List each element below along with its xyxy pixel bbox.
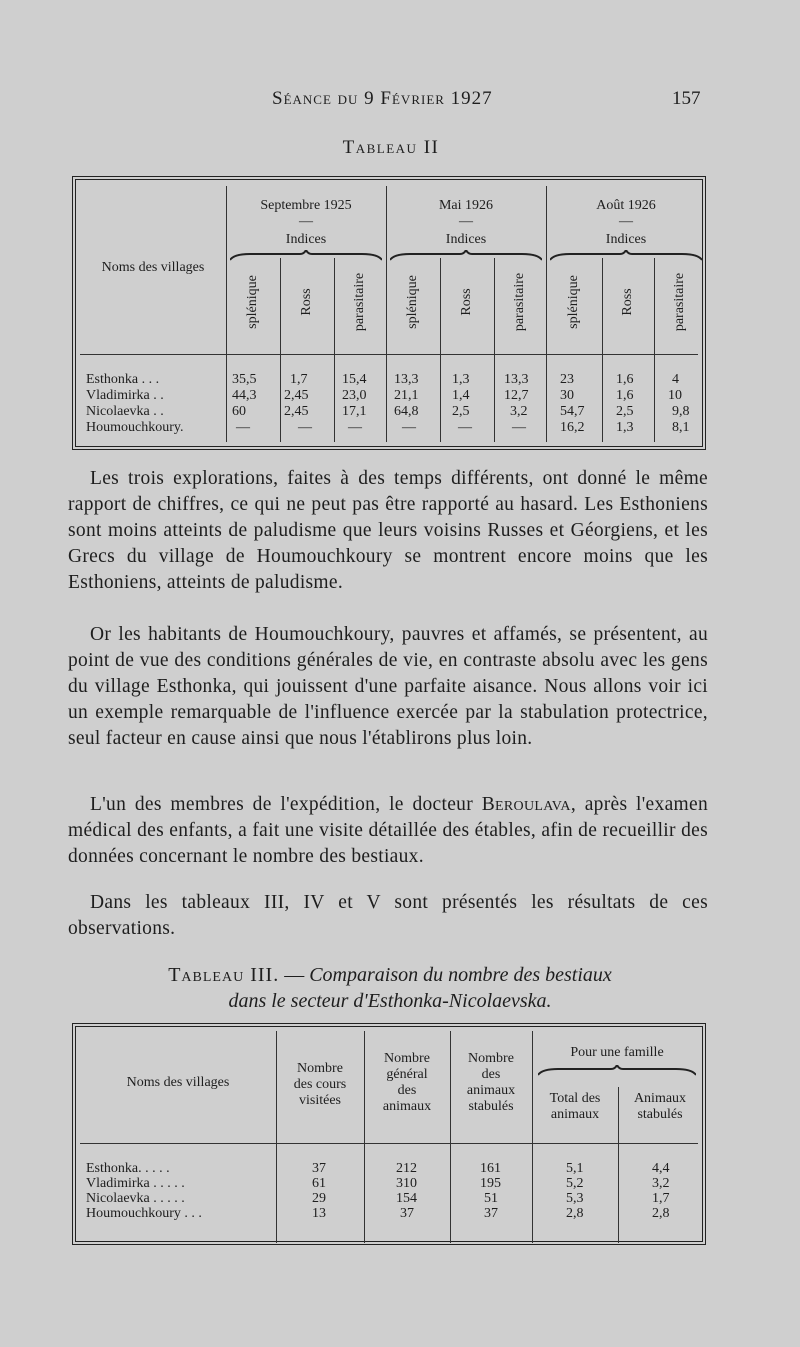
table2-cell: 1,3 <box>452 372 470 387</box>
table3-header-stabules: animaux <box>466 1083 516 1098</box>
table2-header-rule <box>80 354 698 355</box>
table3-header-total: animaux <box>550 1107 600 1122</box>
table2-cell: 16,2 <box>560 420 585 435</box>
table2-village-name: Vladimirka . . <box>86 388 164 403</box>
table2-row <box>76 404 702 420</box>
table3-cell: 4,4 <box>652 1161 670 1176</box>
table2-cell: — <box>458 420 472 435</box>
table3-caption-dash: — <box>279 964 310 986</box>
table2-cell: 13,3 <box>504 372 529 387</box>
table3-cell: 5,1 <box>566 1161 584 1176</box>
table2-cell: — <box>236 420 250 435</box>
table2-subcol-ross: Ross <box>299 288 314 316</box>
table3-cell: 61 <box>312 1176 326 1191</box>
table2-cell: 35,5 <box>232 372 257 387</box>
table3-cell: 37 <box>400 1206 414 1221</box>
paragraph-4 <box>68 890 708 942</box>
table2-village-name: Nicolaevka . . <box>86 404 164 419</box>
paragraph-3-text-b: , après l'examen médical des enfants, a fait une visite détaillée des étables, afin de recueillir des données concernant le nombre des bestiaux. <box>68 794 708 867</box>
table3-header-total: Total des <box>549 1091 601 1106</box>
paragraph-4-text: Dans les tableaux III, IV et V sont présentés les résultats de ces observations. <box>68 892 708 939</box>
table3-cell: 29 <box>312 1191 326 1206</box>
table2-cell: 2,5 <box>616 404 634 419</box>
table2-cell: 44,3 <box>232 388 257 403</box>
table3-cell: 5,3 <box>566 1191 584 1206</box>
table2-cell: 17,1 <box>342 404 367 419</box>
table2-cell: 4 <box>672 372 679 387</box>
table2-cell: 30 <box>560 388 574 403</box>
table3-caption-line2: dans le secteur d'Esthonka-Nicolaevska. <box>228 990 552 1012</box>
table3-caption-label: Tableau III. <box>168 964 280 986</box>
table3-cell: 212 <box>396 1161 417 1176</box>
table3-village-name: Vladimirka . . . . . <box>86 1176 185 1191</box>
table2-group-period: Septembre 1925 <box>260 198 352 213</box>
table2-cell: 54,7 <box>560 404 585 419</box>
table2-group-dash: — <box>619 214 633 229</box>
table3-cell: 154 <box>396 1191 417 1206</box>
table2-cell: — <box>402 420 416 435</box>
table2-cell: — <box>348 420 362 435</box>
table3-header-famille: Pour une famille <box>570 1045 664 1060</box>
table3-cell: 51 <box>484 1191 498 1206</box>
table2-group-dash: — <box>299 214 313 229</box>
table3-cell: 37 <box>312 1161 326 1176</box>
table2-village-name: Esthonka . . . <box>86 372 160 387</box>
table2-cell: 21,1 <box>394 388 419 403</box>
table3-village-name: Nicolaevka . . . . . <box>86 1191 185 1206</box>
table3-cell: 13 <box>312 1206 326 1221</box>
table2-row <box>76 388 702 404</box>
table3-row <box>76 1161 702 1176</box>
table3-cell: 195 <box>480 1176 501 1191</box>
table3-header-general: Nombre <box>384 1051 430 1066</box>
table2-cell: 60 <box>232 404 246 419</box>
paragraph-2 <box>68 622 708 752</box>
table2-cell: 8,1 <box>672 420 690 435</box>
table2-group-indices: Indices <box>445 232 487 247</box>
table3-header-general: animaux <box>382 1099 432 1114</box>
table3-header-cours: visitées <box>299 1093 341 1108</box>
table2-cell: 3,2 <box>510 404 528 419</box>
table3-cell: 2,8 <box>566 1206 584 1221</box>
table2-cell: 12,7 <box>504 388 529 403</box>
table2-cell: 2,5 <box>452 404 470 419</box>
table3-header-animaux-stabules: stabulés <box>637 1107 683 1122</box>
table2-group-dash: — <box>459 214 473 229</box>
table2-cell: 2,45 <box>284 388 309 403</box>
table2-title: Tableau II <box>342 137 440 158</box>
table3 <box>72 1023 706 1245</box>
table3-village-name: Esthonka. . . . . <box>86 1161 170 1176</box>
table3-cell: 5,2 <box>566 1176 584 1191</box>
paragraph-1 <box>68 466 708 596</box>
table3-header-cours: des cours <box>293 1077 347 1092</box>
table3-cell: 37 <box>484 1206 498 1221</box>
table2-cell: 1,7 <box>290 372 308 387</box>
table3-row <box>76 1191 702 1206</box>
table2 <box>72 176 706 450</box>
table3-caption-line1: Comparaison du nombre des bestiaux <box>309 964 612 986</box>
table2-subcol-splenique: splénique <box>405 275 420 329</box>
table2-cell: — <box>298 420 312 435</box>
table2-group-period: Mai 1926 <box>438 198 494 213</box>
table3-row <box>76 1206 702 1221</box>
table2-cell: 10 <box>668 388 682 403</box>
table3-header-cours: Nombre <box>297 1061 343 1076</box>
table2-subcol-parasitaire: parasitaire <box>672 272 687 332</box>
table2-subcol-parasitaire: parasitaire <box>512 272 527 332</box>
table3-header-stabules: stabulés <box>468 1099 514 1114</box>
table2-cell: 13,3 <box>394 372 419 387</box>
table3-cell: 161 <box>480 1161 501 1176</box>
running-head <box>0 88 800 118</box>
table2-subcol-parasitaire: parasitaire <box>352 272 367 332</box>
table2-cell: 9,8 <box>672 404 690 419</box>
table2-cell: 1,6 <box>616 372 634 387</box>
table2-subcol-ross: Ross <box>620 288 635 316</box>
table2-group-period: Août 1926 <box>596 198 656 213</box>
table3-header-rule <box>80 1143 698 1144</box>
table3-header-stabules: des <box>481 1067 501 1082</box>
paragraph-2-text: Or les habitants de Houmouchkoury, pauvres et affamés, se présentent, au point de vue des conditions générales de vie, en contraste absolu avec les gens du village Esthonka, qui jouissent d'une parfaite aisance. Nous allons voir ici un exemple remarquable de l'influence exercée par la stabulation protectrice, seul facteur en cause ainsi que nous l'établirons plus loin. <box>68 624 708 749</box>
table3-header-general: des <box>397 1083 417 1098</box>
table2-group-indices: Indices <box>605 232 647 247</box>
table2-subcol-splenique: splénique <box>245 275 260 329</box>
table3-cell: 2,8 <box>652 1206 670 1221</box>
table2-cell: 1,4 <box>452 388 470 403</box>
running-head-title: Séance du 9 Février 1927 <box>272 88 493 109</box>
table3-brace <box>538 1065 696 1077</box>
table3-header-stabules: Nombre <box>468 1051 514 1066</box>
paragraph-1-text: Les trois explorations, faites à des temps différents, ont donné le même rapport de chiffres, ce qui ne peut pas être rapporté au hasard. Les Esthoniens sont moins atteints de paludisme que leurs voisins Russes et Géorgiens, et les Grecs du village de Houmouchkoury se montrent encore moins que les Esthoniens, atteints de paludisme. <box>68 468 708 593</box>
paragraph-3-text-a: L'un des membres de l'expédition, le docteur <box>90 794 474 815</box>
author-name: Beroulava <box>481 794 571 815</box>
table2-subcol-ross: Ross <box>459 288 474 316</box>
paragraph-3 <box>68 792 708 870</box>
table2-row-header: Noms des villages <box>101 260 205 275</box>
table3-header-general: général <box>386 1067 428 1082</box>
table3-header-villages: Noms des villages <box>126 1075 230 1090</box>
table2-cell: 23,0 <box>342 388 367 403</box>
page-number: 157 <box>672 88 701 109</box>
table3-cell: 310 <box>396 1176 417 1191</box>
table2-cell: 1,6 <box>616 388 634 403</box>
table3-cell: 3,2 <box>652 1176 670 1191</box>
table2-cell: — <box>512 420 526 435</box>
table2-row <box>76 420 702 436</box>
table2-cell: 1,3 <box>616 420 634 435</box>
table2-row <box>76 372 702 388</box>
table2-subcol-splenique: splénique <box>566 275 581 329</box>
table2-cell: 64,8 <box>394 404 419 419</box>
table3-header-animaux-stabules: Animaux <box>633 1091 687 1106</box>
table2-cell: 23 <box>560 372 574 387</box>
table2-group-indices: Indices <box>285 232 327 247</box>
table3-row <box>76 1176 702 1191</box>
table2-cell: 15,4 <box>342 372 367 387</box>
table2-cell: 2,45 <box>284 404 309 419</box>
table3-cell: 1,7 <box>652 1191 670 1206</box>
table2-village-name: Houmouchkoury. <box>86 420 184 435</box>
table3-village-name: Houmouchkoury . . . <box>86 1206 202 1221</box>
table3-caption <box>0 962 780 1014</box>
